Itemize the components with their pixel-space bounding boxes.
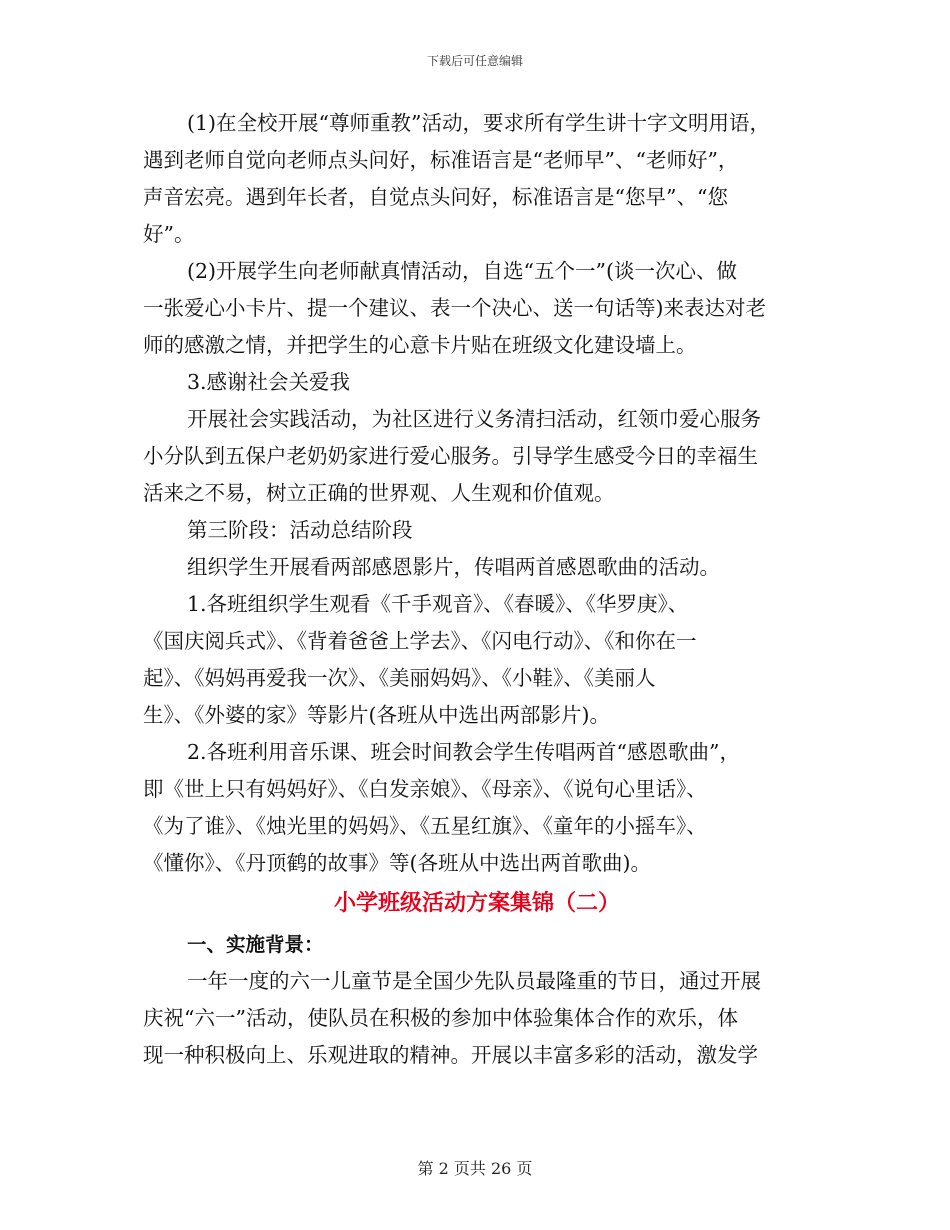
text-line: 开展社会实践活动，为社区进行义务清扫活动，红领巾爱心服务 (187, 407, 761, 431)
section-title: 小学班级活动方案集锦（二） (333, 891, 620, 916)
section-heading: 一、实施背景： (187, 933, 324, 956)
text-line: 起》、《妈妈再爱我一次》、《美丽妈妈》、《小鞋》、《美丽人 (143, 666, 656, 690)
text-line: (2)开展学生向老师献真情活动，自选“五个一”(谈一次心、做 (187, 259, 737, 283)
paragraph-block-1 (143, 105, 811, 882)
text-line: 1.各班组织学生观看《千手观音》、《春暖》、《华罗庚》、 (187, 592, 689, 616)
document-body (143, 105, 811, 1074)
text-line: 声音宏亮。遇到年长者，自觉点头问好，标准语言是“您早”、“您 (143, 185, 728, 209)
text-line: 第三阶段：活动总结阶段 (187, 518, 413, 542)
text-line: 小分队到五保户老奶奶家进行爱心服务。引导学生感受今日的幸福生 (143, 444, 758, 468)
text-line: 3.感谢社会关爱我 (187, 370, 351, 394)
page-header: 下载后可任意编辑 (426, 54, 523, 68)
text-line: 遇到老师自觉向老师点头问好，标准语言是“老师早”、“老师好”， (143, 148, 739, 172)
text-line: 庆祝“六一”活动，使队员在积极的参加中体验集体合作的欢乐，体 (143, 1006, 738, 1030)
text-line: 一年一度的六一儿童节是全国少先队员最隆重的节日，通过开展 (187, 969, 761, 993)
text-line: 组织学生开展看两部感恩影片，传唱两首感恩歌曲的活动。 (187, 555, 720, 579)
paragraph-block-2 (143, 963, 811, 1074)
text-line: (1)在全校开展“尊师重教”活动，要求所有学生讲十字文明用语， (187, 111, 770, 135)
text-line: 《为了谁》、《烛光里的妈妈》、《五星红旗》、《童年的小摇车》、 (143, 814, 707, 838)
text-line: 2.各班利用音乐课、班会时间教会学生传唱两首“感恩歌曲”， (187, 740, 741, 764)
text-line: 师的感激之情，并把学生的心意卡片贴在班级文化建设墙上。 (143, 333, 697, 357)
page-footer: 第 2 页共 26 页 (417, 1159, 533, 1178)
text-line: 现一种积极向上、乐观进取的精神。开展以丰富多彩的活动，激发学 (143, 1043, 758, 1067)
text-line: 好”。 (143, 222, 195, 246)
text-line: 即《世上只有妈妈好》、《白发亲娘》、《母亲》、《说句心里话》、 (143, 777, 707, 801)
text-line: 生》、《外婆的家》等影片(各班从中选出两部影片)。 (143, 703, 610, 727)
text-line: 一张爱心小卡片、提一个建议、表一个决心、送一句话等)来表达对老 (143, 296, 766, 320)
text-line: 《懂你》、《丹顶鹤的故事》等(各班从中选出两首歌曲)。 (143, 851, 651, 875)
text-line: 《国庆阅兵式》、《背着爸爸上学去》、《闪电行动》、《和你在一 (143, 629, 697, 653)
text-line: 活来之不易，树立正确的世界观、人生观和价值观。 (143, 481, 615, 505)
